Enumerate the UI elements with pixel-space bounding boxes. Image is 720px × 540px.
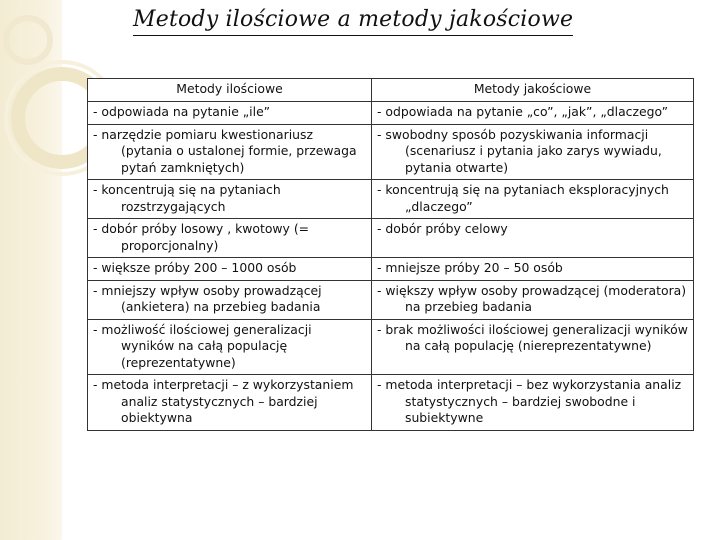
table-row [88, 102, 694, 125]
table-cell: - swobodny sposób pozyskiwania informacji (scenariusz i pytania jako zarys wywiadu, pytania otwarte) [377, 126, 662, 175]
table-cell: - większe próby 200 – 1000 osób [93, 260, 297, 275]
column-header-quantitative: Metody ilościowe [88, 79, 372, 102]
column-header-qualitative: Metody jakościowe [372, 79, 694, 102]
table-row [88, 124, 694, 180]
slide-title: Metody ilościowe a metody jakościowe [133, 6, 573, 36]
table-cell: - większy wpływ osoby prowadzącej (moderatora) na przebieg badania [377, 282, 687, 314]
table-cell: - brak możliwości ilościowej generalizacji wyników na całą populację (niereprezentatywne) [377, 321, 688, 353]
table-row [88, 280, 694, 319]
table-cell: - koncentrują się na pytaniach eksploracyjnych „dlaczego” [377, 182, 669, 214]
table-cell: - dobór próby celowy [377, 221, 508, 236]
table-cell: - odpowiada na pytanie „co”, „jak”, „dlaczego” [377, 104, 669, 119]
table-row [88, 375, 694, 431]
table-cell: - mniejszy wpływ osoby prowadzącej (ankietera) na przebieg badania [93, 282, 322, 314]
table-cell: - mniejsze próby 20 – 50 osób [377, 260, 563, 275]
table-cell: - metoda interpretacji – bez wykorzystania analiz statystycznych – bardziej swobodne i subiektywne [377, 377, 682, 425]
table-cell: - odpowiada na pytanie „ile” [93, 104, 271, 119]
table-row [88, 180, 694, 219]
table-row [88, 219, 694, 258]
comparison-table [87, 78, 694, 431]
table-cell: - metoda interpretacji – z wykorzystaniem analiz statystycznych – bardziej obiektywna [93, 377, 354, 425]
table-header-row [88, 79, 694, 102]
table-cell: - możliwość ilościowej generalizacji wyników na całą populację (reprezentatywne) [93, 321, 312, 370]
table-row [88, 258, 694, 281]
table-row [88, 319, 694, 375]
table-cell: - dobór próby losowy , kwotowy (= proporcjonalny) [93, 221, 310, 253]
table-cell: - koncentrują się na pytaniach rozstrzygających [93, 182, 281, 214]
table-cell: - narzędzie pomiaru kwestionariusz (pytania o ustalonej formie, przewaga pytań zamkniętych) [93, 126, 357, 175]
